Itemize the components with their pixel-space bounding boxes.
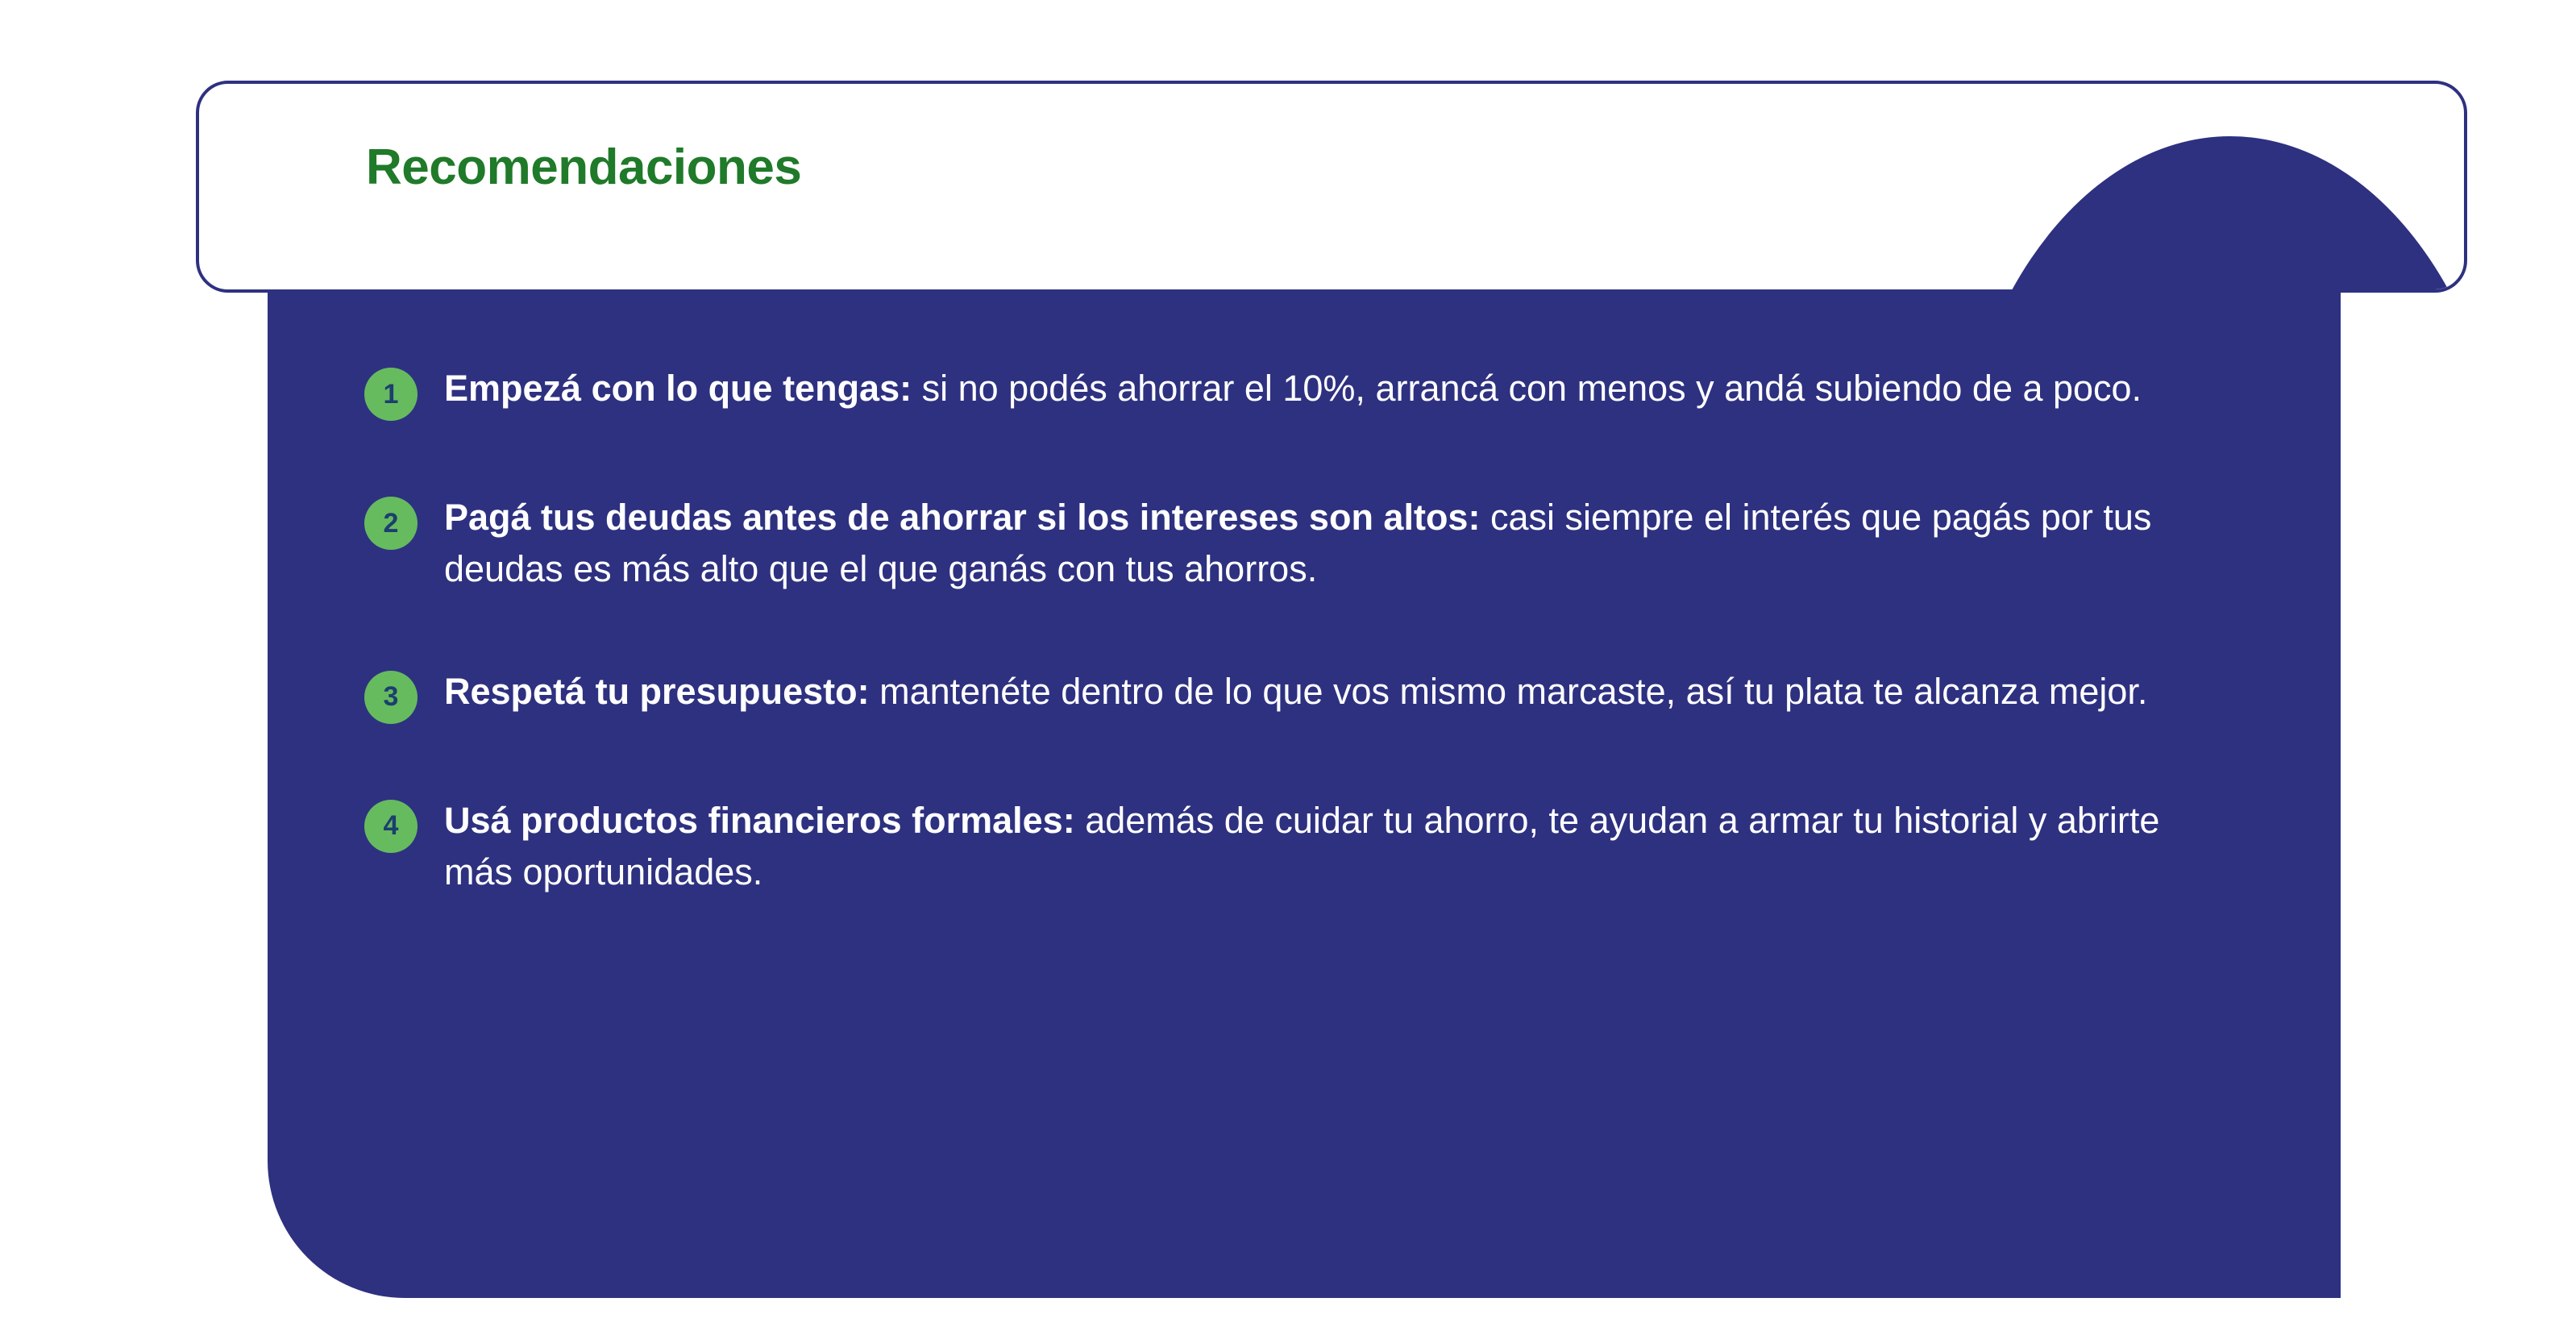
- recommendations-panel: [268, 282, 2341, 1298]
- title-card: [196, 81, 2467, 293]
- item-number-badge: 2: [364, 497, 418, 550]
- item-rest: además de cuidar tu ahorro, te ayudan a armar tu historial y abrirte más oportunidades.: [444, 799, 2160, 892]
- item-lead: Respetá tu presupuesto:: [444, 670, 870, 712]
- page-title: Recomendaciones: [366, 139, 802, 195]
- item-lead: Pagá tus deudas antes de ahorrar si los intereses son altos:: [444, 497, 1481, 538]
- item-rest: casi siempre el interés que pagás por tus deudas es más alto que el que ganás con tus ahorros.: [444, 497, 2152, 589]
- list-item: [364, 666, 2218, 724]
- item-number-badge: 4: [364, 800, 418, 853]
- item-text: [444, 795, 2201, 898]
- item-text: [444, 492, 2201, 595]
- item-text: [444, 363, 2142, 414]
- decorative-blob: [1948, 136, 2467, 293]
- item-text: [444, 666, 2147, 718]
- list-item: [364, 363, 2218, 421]
- list-item: [364, 795, 2218, 898]
- item-lead: Empezá con lo que tengas:: [444, 368, 912, 409]
- item-rest: mantenéte dentro de lo que vos mismo marcaste, así tu plata te alcanza mejor.: [869, 670, 2148, 712]
- item-number-badge: 1: [364, 368, 418, 421]
- list-item: [364, 492, 2218, 595]
- item-rest: si no podés ahorrar el 10%, arrancá con menos y andá subiendo de a poco.: [912, 368, 2142, 409]
- item-number-badge: 3: [364, 671, 418, 724]
- recommendations-list: [364, 363, 2218, 898]
- item-lead: Usá productos financieros formales:: [444, 799, 1075, 841]
